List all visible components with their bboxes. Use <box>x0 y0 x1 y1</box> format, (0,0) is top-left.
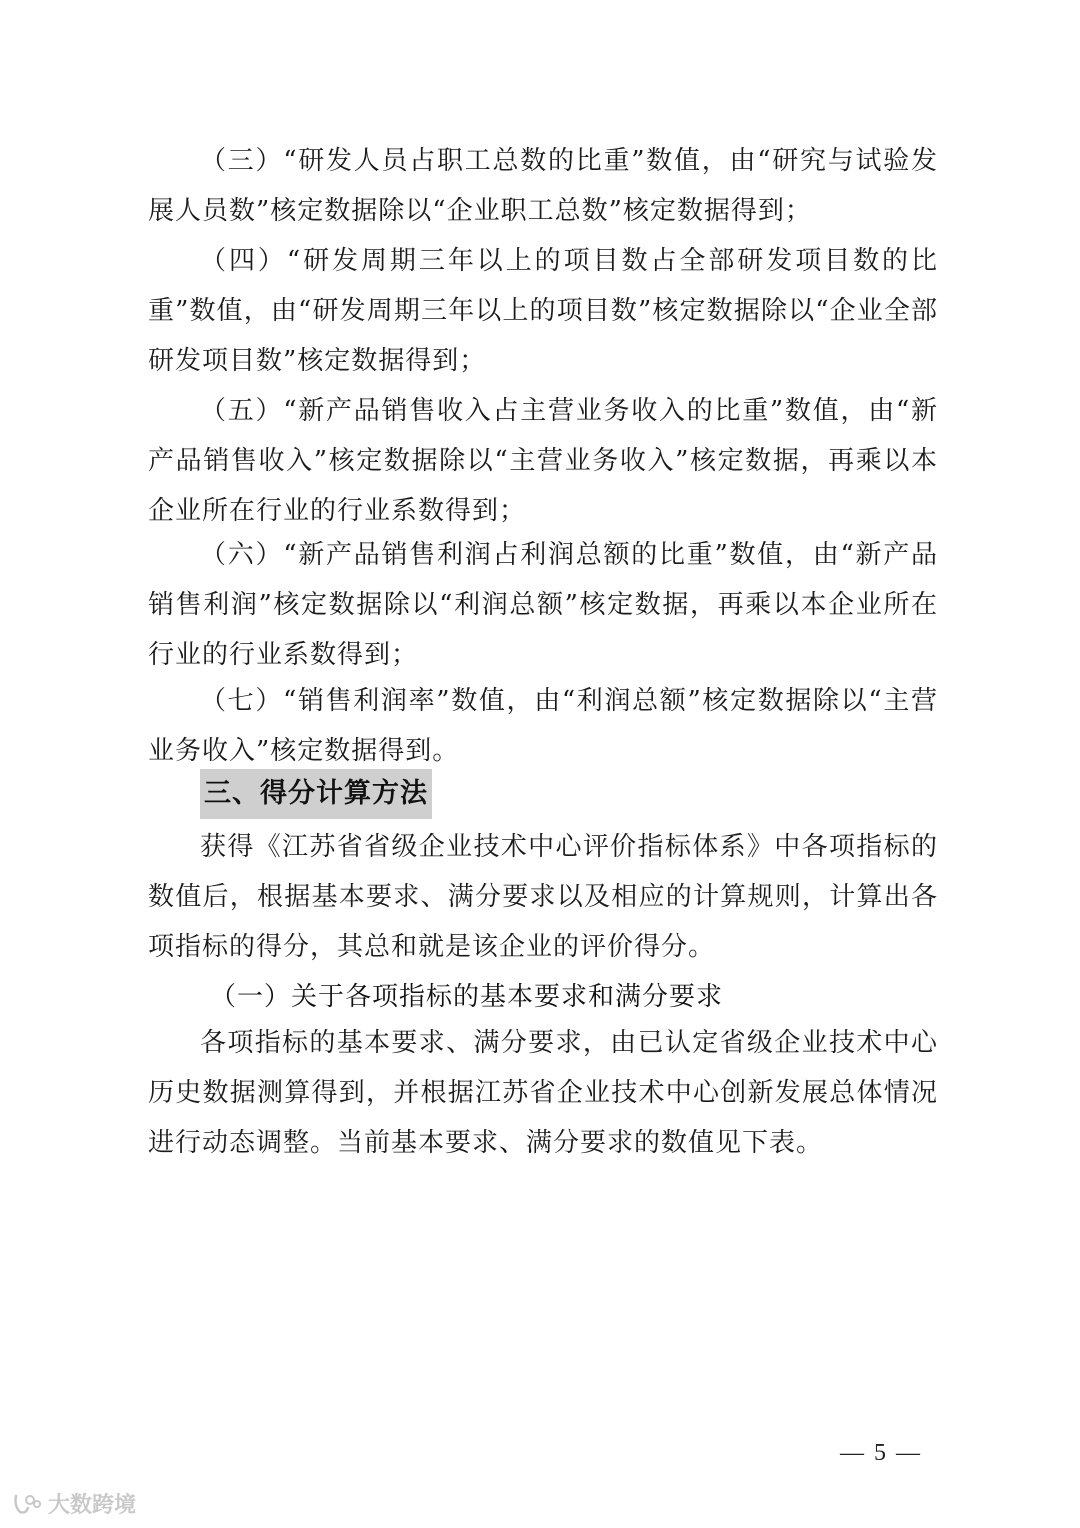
section-heading: 三、得分计算方法 <box>200 769 432 819</box>
paragraph-item-6: （六）“新产品销售利润占利润总额的比重”数值，由“新产品销售利润”核定数据除以“利润总额”核定数据，再乘以本企业所在行业的行业系数得到； <box>148 540 938 670</box>
watermark-text: 大数跨境 <box>48 1493 137 1518</box>
watermark <box>12 1488 136 1519</box>
paragraph-item-5: （五）“新产品销售收入占主营业务收入的比重”数值，由“新产品销售收入”核定数据除以“主营业务收入”核定数据，再乘以本企业所在行业的行业系数得到； <box>148 396 938 526</box>
watermark-logo-icon <box>12 1492 42 1516</box>
paragraph-item-4: （四）“研发周期三年以上的项目数占全部研发项目数的比重”数值，由“研发周期三年以上的项目数”核定数据除以“企业全部研发项目数”核定数据得到； <box>148 246 938 376</box>
paragraph-item-3: （三）“研发人员占职工总数的比重”数值，由“研究与试验发展人员数”核定数据除以“企业职工总数”核定数据得到； <box>148 146 938 226</box>
page-number: — 5 — <box>840 1440 922 1466</box>
subsection-paragraph: 各项指标的基本要求、满分要求，由已认定省级企业技术中心历史数据测算得到，并根据江苏省企业技术中心创新发展总体情况进行动态调整。当前基本要求、满分要求的数值见下表。 <box>148 1028 938 1158</box>
subsection-heading: （一）关于各项指标的基本要求和满分要求 <box>210 982 724 1012</box>
paragraph-item-7: （七）“销售利润率”数值，由“利润总额”核定数据除以“主营业务收入”核定数据得到。 <box>148 686 938 766</box>
section-intro-paragraph: 获得《江苏省省级企业技术中心评价指标体系》中各项指标的数值后，根据基本要求、满分要求以及相应的计算规则，计算出各项指标的得分，其总和就是该企业的评价得分。 <box>148 832 938 962</box>
